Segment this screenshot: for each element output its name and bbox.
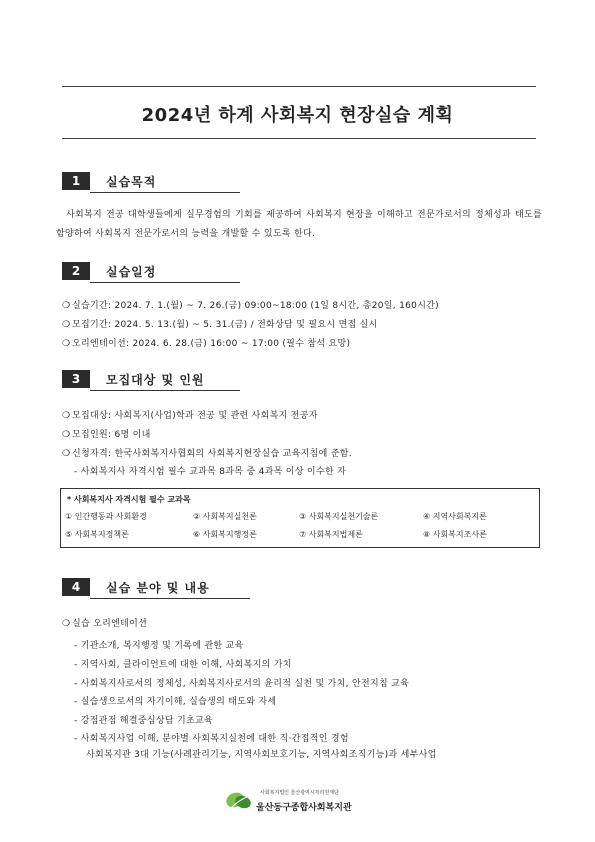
- course-item: ③ 사회복지실천기술론: [299, 512, 379, 521]
- title-rule: [62, 138, 536, 139]
- circle-bullet-icon: ❍: [62, 411, 71, 421]
- course-item: ⑦ 사회복지법제론: [299, 530, 363, 539]
- section-underline: [90, 282, 240, 283]
- schedule-item: ❍ 오리엔테이션: 2024. 6. 28.(금) 16:00 ~ 17:00 (필수 참석 요망): [62, 339, 351, 349]
- content-item: - 강점관점 해결중심상담 기초교육: [74, 716, 213, 726]
- schedule-item: ❍ 모집기간: 2024. 5. 13.(월) ~ 5. 31.(금) / 전화상담 및 필요시 면접 실시: [62, 320, 378, 330]
- section-label: 모집대상 및 인원: [106, 373, 205, 387]
- course-item: ① 인간행동과 사회환경: [65, 512, 147, 521]
- content-item: - 기관소개, 복지행정 및 기록에 관한 교육: [74, 641, 244, 651]
- box-title: * 사회복지사 자격시험 필수 교과목: [67, 495, 191, 504]
- course-item: ⑤ 사회복지정책론: [65, 530, 129, 539]
- course-item: ⑥ 사회복지행정론: [193, 530, 257, 539]
- content-item: - 실습생으로서의 자기이해, 실습생의 태도와 자세: [74, 697, 277, 707]
- section-2-header: [62, 262, 242, 286]
- circle-bullet-icon: ❍: [62, 339, 71, 349]
- course-item: ④ 지역사회복지론: [423, 512, 487, 521]
- schedule-item: ❍ 실습기간: 2024. 7. 1.(월) ~ 7. 26.(금) 09:00~18:00 (1일 8시간, 총20일, 160시간): [62, 301, 439, 311]
- section-number: 2: [62, 262, 90, 280]
- content-item: - 사회복지사로서의 정체성, 사회복지사로서의 윤리적 실천 및 가치, 안전지침 교육: [74, 679, 410, 689]
- circle-bullet-icon: ❍: [62, 619, 71, 629]
- leaf-logo-icon: [225, 788, 253, 812]
- required-courses-box: [60, 488, 540, 548]
- section-underline: [90, 390, 240, 391]
- section-label: 실습 분야 및 내용: [106, 581, 210, 595]
- section-number: 4: [62, 578, 90, 596]
- section-underline: [90, 192, 240, 193]
- purpose-paragraph: 사회복지 전공 대학생들에게 실무경험의 기회를 제공하여 사회복지 현장을 이해하고 전문가로서의 정체성과 태도를 함양하여 사회복지 전문가로서의 능력을 개발할 수 있도록 한다.: [56, 210, 542, 239]
- course-item: ⑧ 사회복지조사론: [423, 530, 487, 539]
- footer-org: 사회복지법인 울산광역시처리원재단: [260, 790, 339, 796]
- circle-bullet-icon: ❍: [62, 449, 71, 459]
- section-3-header: [62, 370, 242, 394]
- footer-name: 울산동구종합사회복지관: [256, 803, 352, 813]
- section-label: 실습목적: [106, 175, 157, 189]
- section-number: 3: [62, 370, 90, 388]
- page-title: 2024년 하계 사회복지 현장실습 계획: [141, 105, 454, 126]
- content-item: - 지역사회, 클라이언트에 대한 이해, 사회복지의 가치: [74, 660, 292, 670]
- recruit-item: ❍ 모집인원: 6명 이내: [62, 430, 151, 440]
- section-number: 1: [62, 172, 90, 190]
- top-rule: [62, 86, 536, 87]
- recruit-item: ❍ 모집대상: 사회복지(사업)학과 전공 및 관련 사회복지 전공자: [62, 411, 318, 421]
- content-item: - 사회복지사업 이해, 분야별 사회복지실천에 대한 직·간접적인 경험: [74, 734, 349, 744]
- recruit-item: ❍ 신청자격: 한국사회복지사협회의 사회복지현장실습 교육지침에 준함.: [62, 449, 352, 459]
- section-1-header: [62, 172, 242, 196]
- section-4-header: [62, 578, 252, 602]
- content-continuation: 사회복지관 3대 기능(사례관리기능, 지역사회보호기능, 지역사회조직기능)과 세부사업: [86, 750, 437, 760]
- recruit-note: - 사회복지사 자격시험 필수 교과목 8과목 중 4과목 이상 이수한 자: [74, 467, 347, 477]
- circle-bullet-icon: ❍: [62, 301, 71, 311]
- circle-bullet-icon: ❍: [62, 320, 71, 330]
- circle-bullet-icon: ❍: [62, 430, 71, 440]
- section-underline: [90, 598, 250, 599]
- orientation-heading: ❍ 실습 오리엔테이션: [62, 619, 148, 629]
- course-item: ② 사회복지실천론: [193, 512, 257, 521]
- section-label: 실습일정: [106, 265, 157, 279]
